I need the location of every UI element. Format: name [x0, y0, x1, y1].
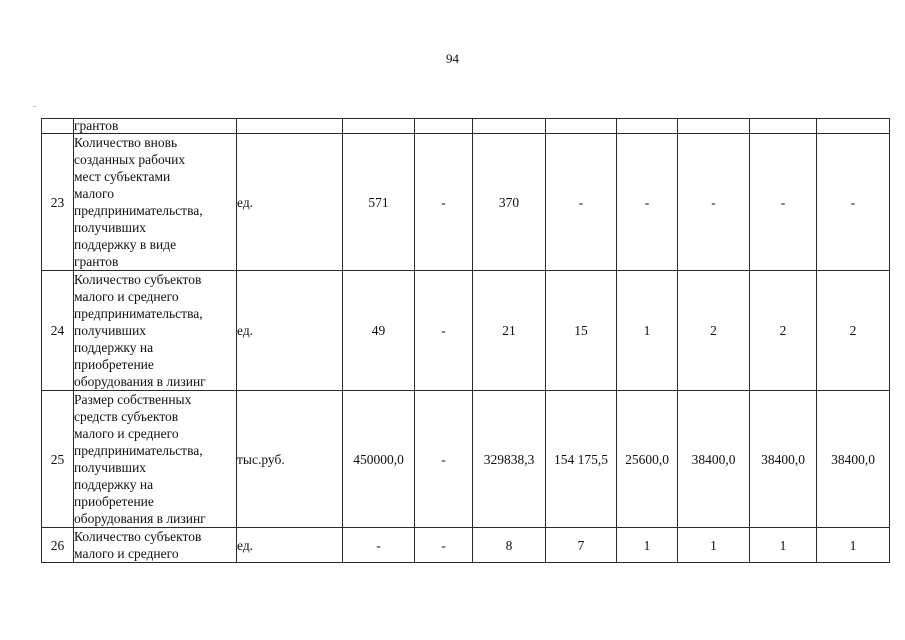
value-cell: 1: [617, 528, 678, 563]
value-cell: [817, 119, 890, 134]
value-cell: -: [415, 271, 473, 391]
value-cell: 25600,0: [617, 391, 678, 528]
indicator-name: грантов: [74, 119, 237, 134]
indicator-name: Количество субъектов малого и среднего предпринимательства, получивших поддержку на приобретение оборудования в лизинг: [74, 271, 237, 391]
value-cell: [415, 119, 473, 134]
value-cell: 370: [473, 134, 546, 271]
value-cell: 21: [473, 271, 546, 391]
indicators-table: [41, 118, 890, 563]
value-cell: 2: [678, 271, 750, 391]
table-row-26: [42, 528, 890, 563]
value-cell: 1: [817, 528, 890, 563]
table-row-25: [42, 391, 890, 528]
value-cell: [750, 119, 817, 134]
unit-cell: ед.: [237, 134, 343, 271]
value-cell: 1: [750, 528, 817, 563]
value-cell: 8: [473, 528, 546, 563]
value-cell: -: [817, 134, 890, 271]
unit-cell: [237, 119, 343, 134]
value-cell: -: [678, 134, 750, 271]
value-cell-total: -: [343, 528, 415, 563]
row-number: [42, 119, 74, 134]
indicator-name: Количество субъектов малого и среднего: [74, 528, 237, 563]
row-number: 26: [42, 528, 74, 563]
value-cell-total: 571: [343, 134, 415, 271]
value-cell: [678, 119, 750, 134]
value-cell-total: 49: [343, 271, 415, 391]
value-cell: -: [750, 134, 817, 271]
value-cell: -: [617, 134, 678, 271]
value-cell: [546, 119, 617, 134]
row-number: 25: [42, 391, 74, 528]
value-cell: 2: [750, 271, 817, 391]
indicator-name: Количество вновь созданных рабочих мест субъектами малого предпринимательства, получивших поддержку в виде грантов: [74, 134, 237, 271]
page-number: 94: [446, 51, 459, 66]
value-cell: 15: [546, 271, 617, 391]
value-cell-total: 450000,0: [343, 391, 415, 528]
value-cell: 154 175,5: [546, 391, 617, 528]
table-row-continuation: [42, 119, 890, 134]
value-cell: 329838,3: [473, 391, 546, 528]
value-cell: 38400,0: [678, 391, 750, 528]
value-cell: -: [415, 528, 473, 563]
value-cell-total: [343, 119, 415, 134]
value-cell: 2: [817, 271, 890, 391]
unit-cell: ед.: [237, 528, 343, 563]
value-cell: 7: [546, 528, 617, 563]
value-cell: 1: [617, 271, 678, 391]
value-cell: -: [415, 134, 473, 271]
unit-cell: тыс.руб.: [237, 391, 343, 528]
value-cell: 1: [678, 528, 750, 563]
row-number: 24: [42, 271, 74, 391]
row-number: 23: [42, 134, 74, 271]
indicator-name: Размер собственных средств субъектов малого и среднего предпринимательства, получивших поддержку на приобретение оборудования в лизинг: [74, 391, 237, 528]
scan-speck: [33, 106, 36, 107]
value-cell: [617, 119, 678, 134]
unit-cell: ед.: [237, 271, 343, 391]
table-row-24: [42, 271, 890, 391]
value-cell: 38400,0: [750, 391, 817, 528]
value-cell: -: [546, 134, 617, 271]
value-cell: 38400,0: [817, 391, 890, 528]
value-cell: -: [415, 391, 473, 528]
table-row-23: [42, 134, 890, 271]
value-cell: [473, 119, 546, 134]
